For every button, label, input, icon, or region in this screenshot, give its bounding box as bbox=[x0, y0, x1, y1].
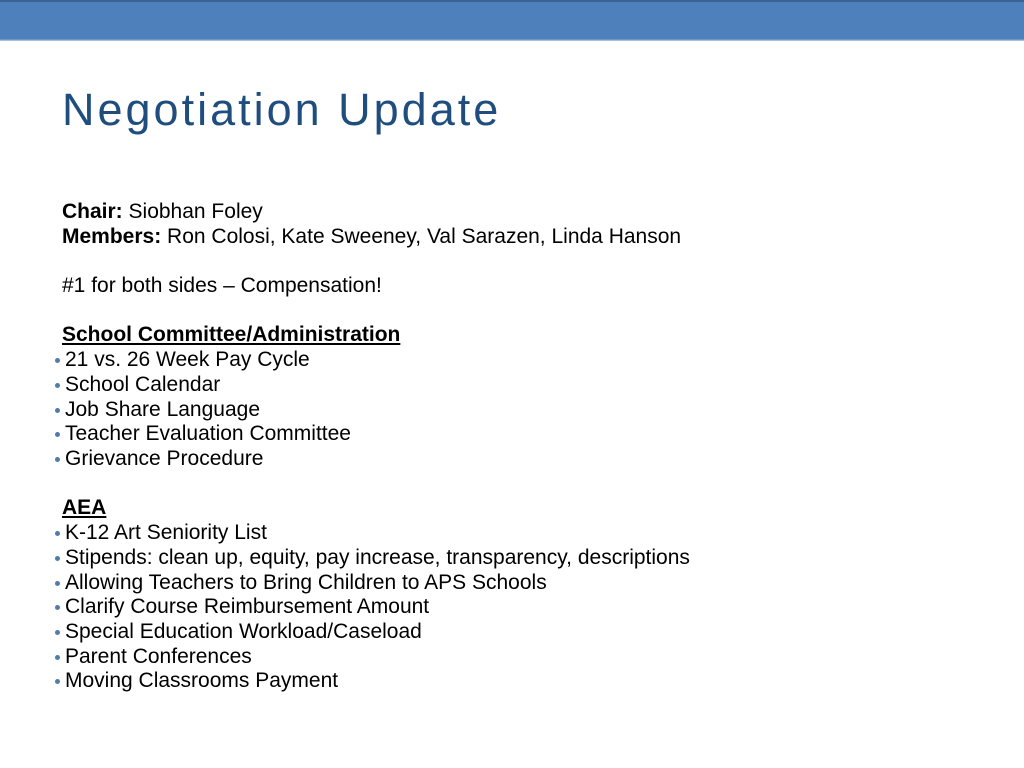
bullet-item bbox=[62, 373, 690, 398]
bullet-item bbox=[62, 669, 690, 694]
spacer bbox=[62, 249, 690, 274]
spacer bbox=[62, 472, 690, 497]
chair-value: Siobhan Foley bbox=[128, 200, 263, 223]
section-heading-school-committee: School Committee/Administration bbox=[62, 323, 401, 347]
bullet-item bbox=[62, 620, 690, 645]
members-line bbox=[62, 225, 690, 250]
bullet-text: School Calendar bbox=[65, 372, 221, 396]
bullet-dot-icon bbox=[55, 679, 60, 684]
bullet-text: Job Share Language bbox=[65, 397, 260, 421]
spacer bbox=[62, 299, 690, 324]
bullet-dot-icon bbox=[55, 655, 60, 660]
bullet-dot-icon bbox=[55, 432, 60, 437]
bullet-dot-icon bbox=[55, 556, 60, 561]
bullet-item bbox=[62, 546, 690, 571]
bullet-text: 21 vs. 26 Week Pay Cycle bbox=[65, 348, 310, 372]
bullet-text: Grievance Procedure bbox=[65, 447, 264, 470]
slide-body bbox=[62, 200, 690, 694]
bullet-text: Clarify Course Reimbursement Amount bbox=[65, 595, 430, 619]
bullet-item bbox=[62, 422, 690, 447]
bullet-text: Stipends: clean up, equity, pay increase, transparency, descriptions bbox=[65, 545, 690, 569]
bullet-dot-icon bbox=[55, 630, 60, 635]
chair-line bbox=[62, 200, 690, 225]
members-value: Ron Colosi, Kate Sweeney, Val Sarazen, Linda Hanson bbox=[167, 224, 682, 248]
slide-title: Negotiation Update bbox=[62, 84, 502, 135]
bullet-text: K-12 Art Seniority List bbox=[65, 521, 267, 545]
bullet-dot-icon bbox=[55, 358, 60, 363]
bullet-dot-icon bbox=[55, 383, 60, 388]
bullet-item bbox=[62, 398, 690, 423]
bullet-item bbox=[62, 348, 690, 373]
bullet-item bbox=[62, 645, 690, 670]
bullet-dot-icon bbox=[55, 531, 60, 536]
bullet-item bbox=[62, 595, 690, 620]
bullet-text: Special Education Workload/Caseload bbox=[65, 619, 422, 643]
bullet-text: Moving Classrooms Payment bbox=[65, 669, 339, 693]
bullet-dot-icon bbox=[55, 457, 60, 462]
header-band bbox=[0, 0, 1024, 41]
bullet-dot-icon bbox=[55, 408, 60, 413]
section-heading-aea: AEA bbox=[62, 496, 107, 520]
bullet-item bbox=[62, 571, 690, 596]
bullet-text: Allowing Teachers to Bring Children to APS Schools bbox=[65, 570, 547, 594]
bullet-dot-icon bbox=[55, 581, 60, 586]
members-label: Members: bbox=[62, 224, 162, 248]
bullet-text: Teacher Evaluation Committee bbox=[65, 422, 351, 446]
bullet-item bbox=[62, 521, 690, 546]
priority-line: #1 for both sides – Compensation! bbox=[62, 274, 382, 298]
bullet-item bbox=[62, 447, 690, 472]
bullet-text: Parent Conferences bbox=[65, 644, 252, 668]
bullet-dot-icon bbox=[55, 605, 60, 610]
chair-label: Chair: bbox=[62, 200, 123, 223]
